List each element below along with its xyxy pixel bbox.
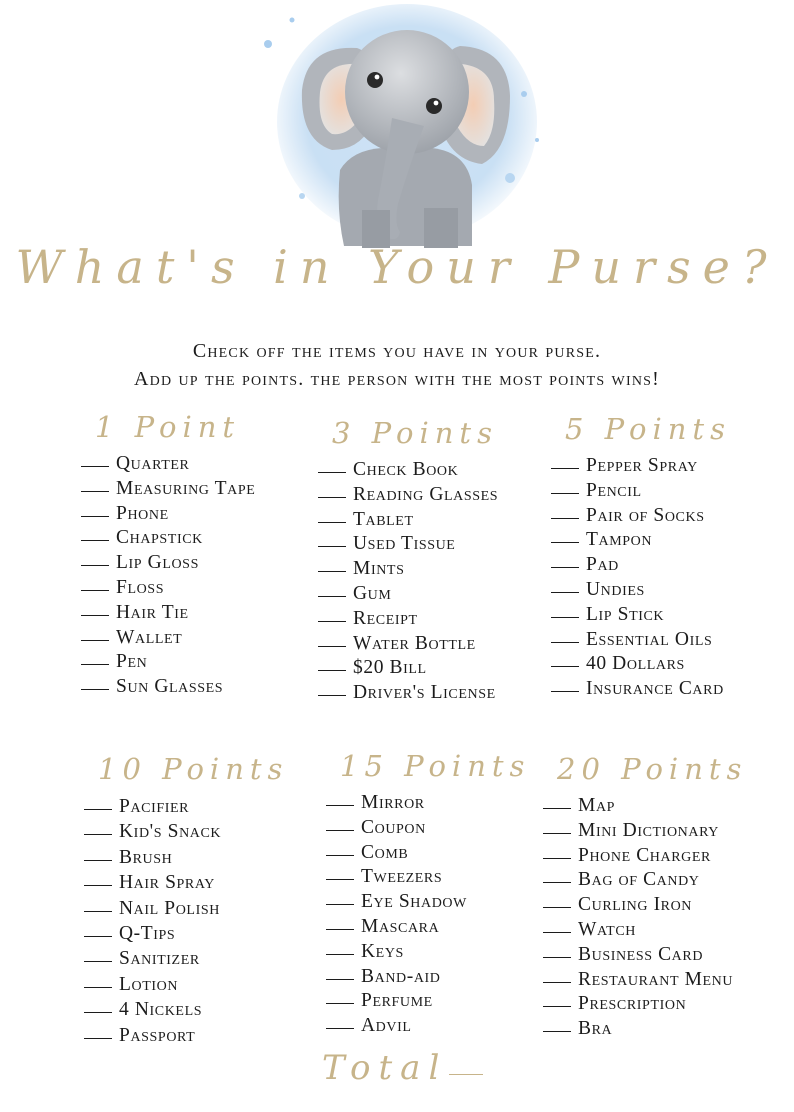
column-heading: 1 Point: [95, 410, 241, 444]
check-blank: [318, 670, 346, 671]
checklist-item[interactable]: Wallet: [81, 626, 255, 651]
check-blank: [551, 518, 579, 519]
check-blank: [326, 855, 354, 856]
checklist-item[interactable]: 4 Nickels: [84, 997, 288, 1022]
check-blank: [326, 1003, 354, 1004]
checklist-item[interactable]: Receipt: [318, 607, 498, 632]
check-blank: [84, 911, 112, 912]
checklist-item[interactable]: Tweezers: [326, 865, 530, 890]
checklist-item[interactable]: Insurance Card: [551, 677, 731, 702]
instruction-line-2: Add up the points. the person with the most points wins!: [134, 368, 660, 390]
check-blank: [81, 640, 109, 641]
check-blank: [81, 565, 109, 566]
check-blank: [81, 466, 109, 467]
check-blank: [84, 1038, 112, 1039]
check-blank: [318, 546, 346, 547]
check-blank: [543, 907, 571, 908]
column-15-points: [326, 747, 530, 1039]
check-blank: [551, 468, 579, 469]
total-field[interactable]: [322, 1048, 483, 1088]
checklist-item[interactable]: Pad: [551, 553, 731, 578]
checklist-item[interactable]: Gum: [318, 582, 498, 607]
column-heading: 5 Points: [565, 412, 731, 446]
check-blank: [543, 1031, 571, 1032]
checklist-item[interactable]: Lip Gloss: [81, 551, 255, 576]
checklist-item[interactable]: Undies: [551, 578, 731, 603]
check-blank: [326, 879, 354, 880]
checklist-item[interactable]: Water Bottle: [318, 632, 498, 657]
checklist-item[interactable]: Prescription: [543, 992, 747, 1017]
check-blank: [543, 982, 571, 983]
checklist-item[interactable]: Floss: [81, 576, 255, 601]
check-blank: [543, 833, 571, 834]
checklist-item[interactable]: Watch: [543, 918, 747, 943]
check-blank: [551, 542, 579, 543]
check-blank: [543, 808, 571, 809]
checklist-item[interactable]: Tablet: [318, 508, 498, 533]
checklist-item[interactable]: Measuring Tape: [81, 477, 255, 502]
check-blank: [326, 904, 354, 905]
instruction-line-1: Check off the items you have in your purse.: [192, 340, 602, 362]
check-blank: [326, 979, 354, 980]
column-heading: 20 Points: [557, 752, 748, 786]
check-blank: [551, 617, 579, 618]
check-blank: [318, 497, 346, 498]
checklist-item[interactable]: Reading Glasses: [318, 483, 498, 508]
check-blank: [543, 858, 571, 859]
check-blank: [318, 571, 346, 572]
check-blank: [318, 472, 346, 473]
check-blank: [326, 929, 354, 930]
checklist-item[interactable]: Bra: [543, 1017, 747, 1042]
total-blank[interactable]: [449, 1074, 483, 1075]
checklist-item[interactable]: Pen: [81, 650, 255, 675]
checklist-item[interactable]: Pencil: [551, 479, 731, 504]
check-blank: [318, 646, 346, 647]
check-blank: [543, 957, 571, 958]
checklist-item[interactable]: Curling Iron: [543, 893, 747, 918]
checklist-item[interactable]: Mints: [318, 557, 498, 582]
checklist-item[interactable]: Kid's Snack: [84, 819, 288, 844]
check-blank: [84, 860, 112, 861]
check-blank: [551, 592, 579, 593]
checklist-item[interactable]: Brush: [84, 845, 288, 870]
checklist-item[interactable]: Essential Oils: [551, 628, 731, 653]
checklist-item[interactable]: Map: [543, 794, 747, 819]
check-blank: [543, 882, 571, 883]
check-blank: [318, 695, 346, 696]
checklist-item[interactable]: Driver's License: [318, 681, 498, 706]
checklist-item[interactable]: Business Card: [543, 943, 747, 968]
checklist-item[interactable]: 40 Dollars: [551, 652, 731, 677]
check-blank: [81, 689, 109, 690]
column-3-points: [318, 414, 498, 706]
checklist-item[interactable]: Quarter: [81, 452, 255, 477]
check-blank: [551, 666, 579, 667]
check-blank: [81, 615, 109, 616]
checklist-item[interactable]: Used Tissue: [318, 532, 498, 557]
column-20-points: [543, 750, 747, 1042]
checklist-item[interactable]: Phone Charger: [543, 844, 747, 869]
checklist-item[interactable]: Mini Dictionary: [543, 819, 747, 844]
checklist-item[interactable]: Pair of Socks: [551, 504, 731, 529]
checklist-item[interactable]: Keys: [326, 940, 530, 965]
checklist-item[interactable]: Nail Polish: [84, 896, 288, 921]
check-blank: [543, 932, 571, 933]
checklist-item[interactable]: Eye Shadow: [326, 890, 530, 915]
checklist-item[interactable]: Pepper Spray: [551, 454, 731, 479]
checklist-item[interactable]: Band-aid: [326, 965, 530, 990]
checklist-item[interactable]: Mirror: [326, 791, 530, 816]
checklist-item[interactable]: Lotion: [84, 972, 288, 997]
check-blank: [84, 834, 112, 835]
check-blank: [84, 961, 112, 962]
check-blank: [318, 522, 346, 523]
check-blank: [551, 691, 579, 692]
check-blank: [318, 596, 346, 597]
checklist-item[interactable]: Perfume: [326, 989, 530, 1014]
checklist-item[interactable]: Comb: [326, 841, 530, 866]
check-blank: [84, 936, 112, 937]
checklist-item[interactable]: Passport: [84, 1023, 288, 1048]
checklist-item[interactable]: Hair Spray: [84, 870, 288, 895]
column-5-points: [551, 410, 731, 702]
column-1-point: [81, 408, 255, 700]
check-blank: [326, 1028, 354, 1029]
check-blank: [84, 885, 112, 886]
check-blank: [551, 642, 579, 643]
column-heading: 3 Points: [332, 416, 498, 450]
column-10-points: [84, 750, 288, 1048]
check-blank: [551, 493, 579, 494]
checklist-item[interactable]: Advil: [326, 1014, 530, 1039]
checklist-item[interactable]: Restaurant Menu: [543, 968, 747, 993]
checklist-item[interactable]: Check Book: [318, 458, 498, 483]
checklist-item[interactable]: Mascara: [326, 915, 530, 940]
check-blank: [81, 516, 109, 517]
check-blank: [84, 809, 112, 810]
checklist-item[interactable]: Phone: [81, 502, 255, 527]
checklist-item[interactable]: Q-Tips: [84, 921, 288, 946]
checklist-item[interactable]: $20 Bill: [318, 656, 498, 681]
checklist-item[interactable]: Lip Stick: [551, 603, 731, 628]
checklist-item[interactable]: Hair Tie: [81, 601, 255, 626]
page-title: What's in Your Purse?: [15, 240, 779, 294]
check-blank: [326, 805, 354, 806]
check-blank: [551, 567, 579, 568]
elephant-illustration: [262, 0, 552, 258]
checklist-item[interactable]: Sanitizer: [84, 946, 288, 971]
checklist-item[interactable]: Chapstick: [81, 526, 255, 551]
check-blank: [543, 1006, 571, 1007]
checklist-item[interactable]: Coupon: [326, 816, 530, 841]
check-blank: [84, 1012, 112, 1013]
check-blank: [81, 491, 109, 492]
column-heading: 15 Points: [340, 749, 531, 783]
checklist-item[interactable]: Sun Glasses: [81, 675, 255, 700]
check-blank: [326, 954, 354, 955]
check-blank: [318, 621, 346, 622]
check-blank: [81, 590, 109, 591]
check-blank: [326, 830, 354, 831]
check-blank: [84, 987, 112, 988]
check-blank: [81, 540, 109, 541]
checklist-item[interactable]: Pacifier: [84, 794, 288, 819]
checklist-item[interactable]: Bag of Candy: [543, 868, 747, 893]
total-label: Total: [322, 1048, 448, 1088]
column-heading: 10 Points: [98, 752, 289, 786]
checklist-item[interactable]: Tampon: [551, 528, 731, 553]
check-blank: [81, 664, 109, 665]
